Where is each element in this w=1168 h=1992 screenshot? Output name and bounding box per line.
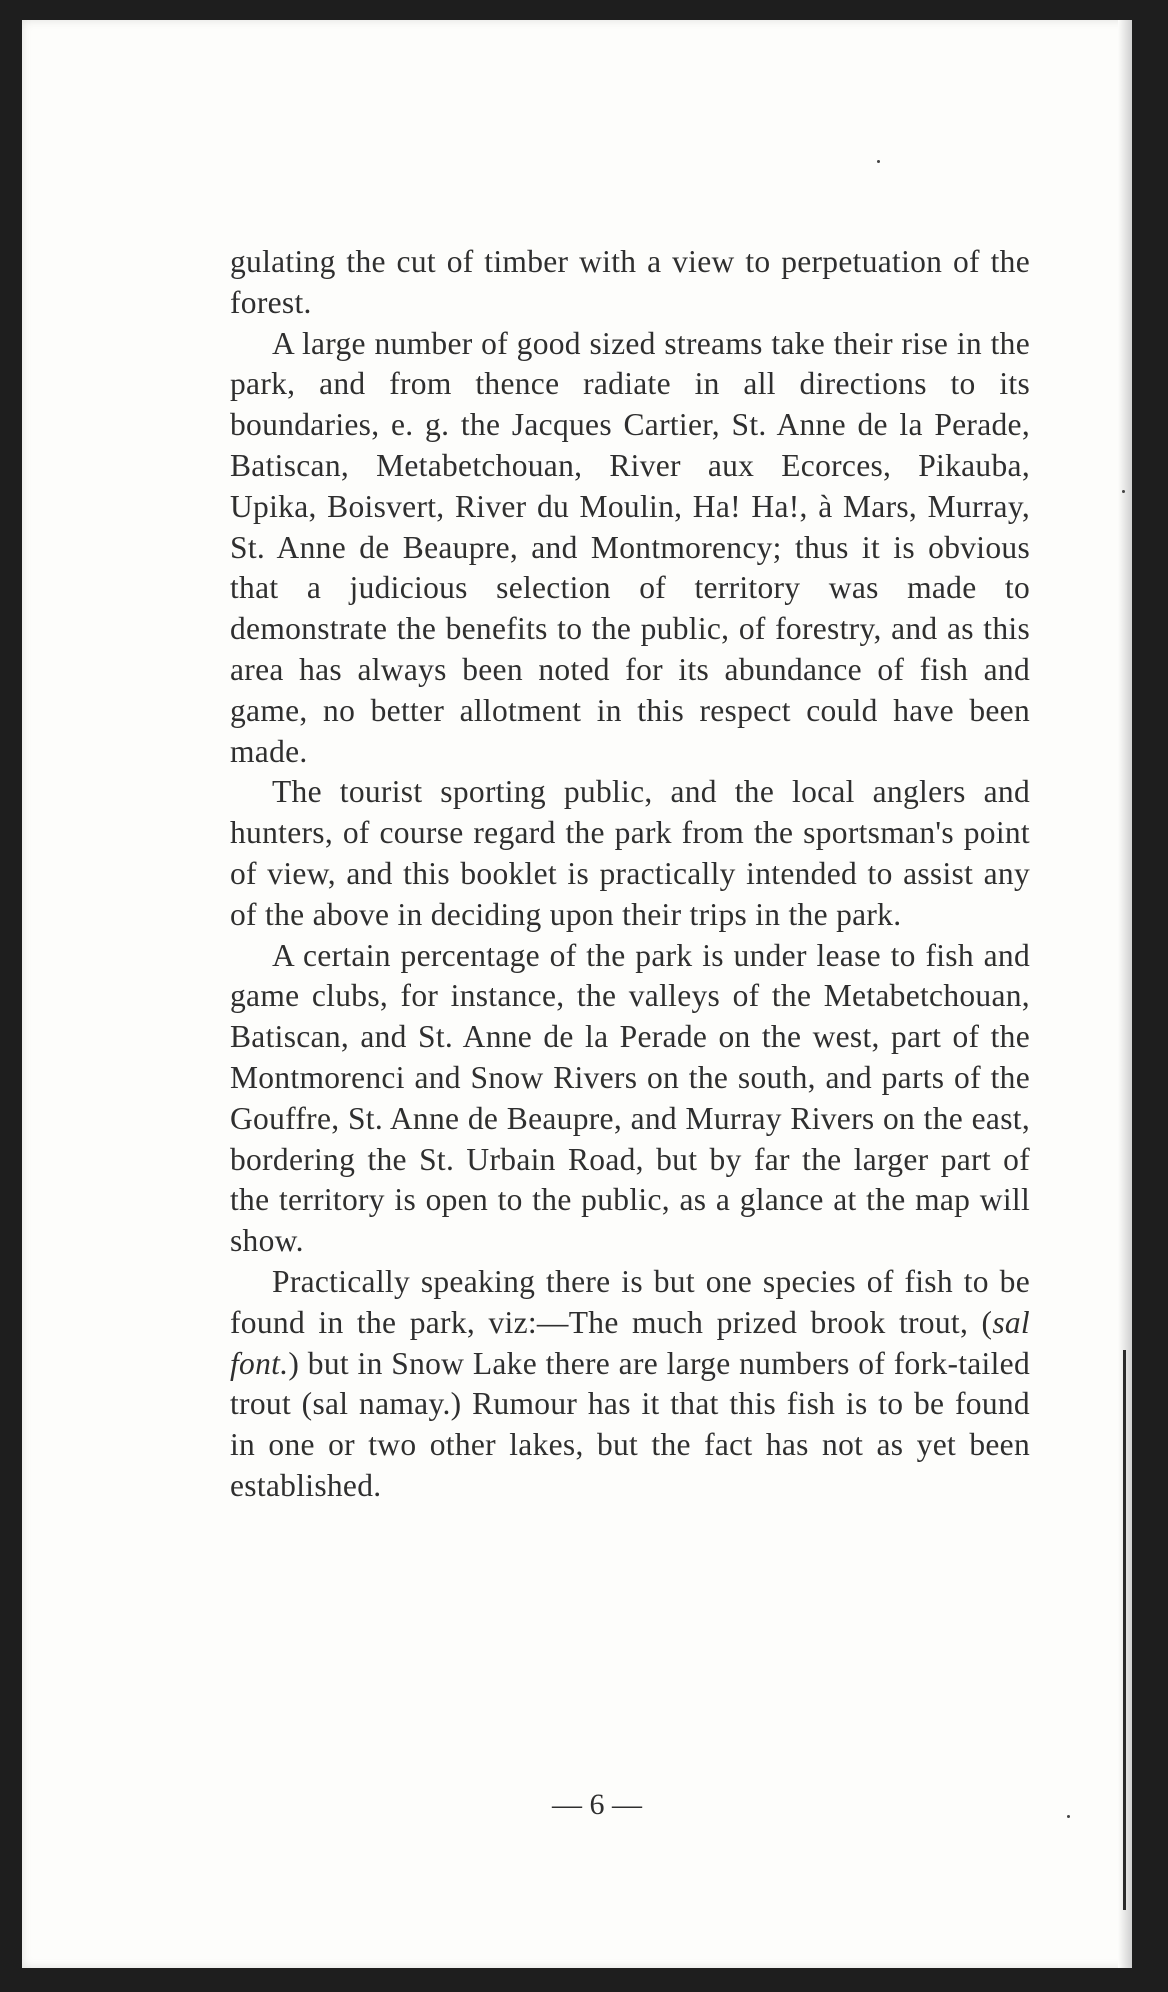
paragraph-lease: A certain percentage of the park is under lease to fish and game clubs, for instance, the valleys of the Metabetchouan, Batiscan, and St. Anne de la Perade on the west, part of the Montmorenci and Snow Rivers on the south, and parts of the Gouffre, St. Anne de Beaupre, and Murray Rivers on the east, bordering the St. Urbain Road, but by far the larger part of the territory is open to the public, as a glance at the map will show. (230, 937, 1030, 1259)
book-page (22, 20, 1132, 1968)
fish-text-part1: Practically speaking there is but one species of fish to be found in the park, viz:—The much prized brook trout, ( (230, 1263, 1030, 1340)
fish-text-part2: ) but in Snow Lake there are large numbers of fork-tailed trout (sal namay.) Rumour has it that this fish is to be found in one or two other lakes, but the fact has not as yet been established. (230, 1345, 1030, 1503)
latin-name-italic: sal font. (230, 1304, 1030, 1381)
paragraph-fish (230, 1262, 1030, 1507)
paper-speck (877, 160, 880, 163)
page-edge-line (1123, 1350, 1126, 1910)
body-text (230, 242, 1030, 1507)
paragraph-streams: A large number of good sized streams take their rise in the park, and from thence radiate in all directions to its boundaries, e. g. the Jacques Cartier, St. Anne de la Perade, Batiscan, Metabetchouan, River aux Ecorces, Pikauba, Upika, Boisvert, River du Moulin, Ha! Ha!, à Mars, Murray, St. Anne de Beaupre, and Montmorency; thus it is obvious that a judicious selection of territory was made to demonstrate the benefits to the public, of forestry, and as this area has always been noted for its abundance of fish and game, no better allotment in this respect could have been made. (230, 325, 1030, 769)
paper-speck (1122, 490, 1125, 493)
paragraph-tourist: The tourist sporting public, and the local anglers and hunters, of course regard the park from the sportsman's point of view, and this booklet is practically intended to assist any of the above in deciding upon their trips in the park. (230, 774, 1030, 932)
page-number: — 6 — (552, 1788, 642, 1821)
paragraph-continuation: gulating the cut of timber with a view to perpetuation of the forest. (230, 244, 1030, 320)
